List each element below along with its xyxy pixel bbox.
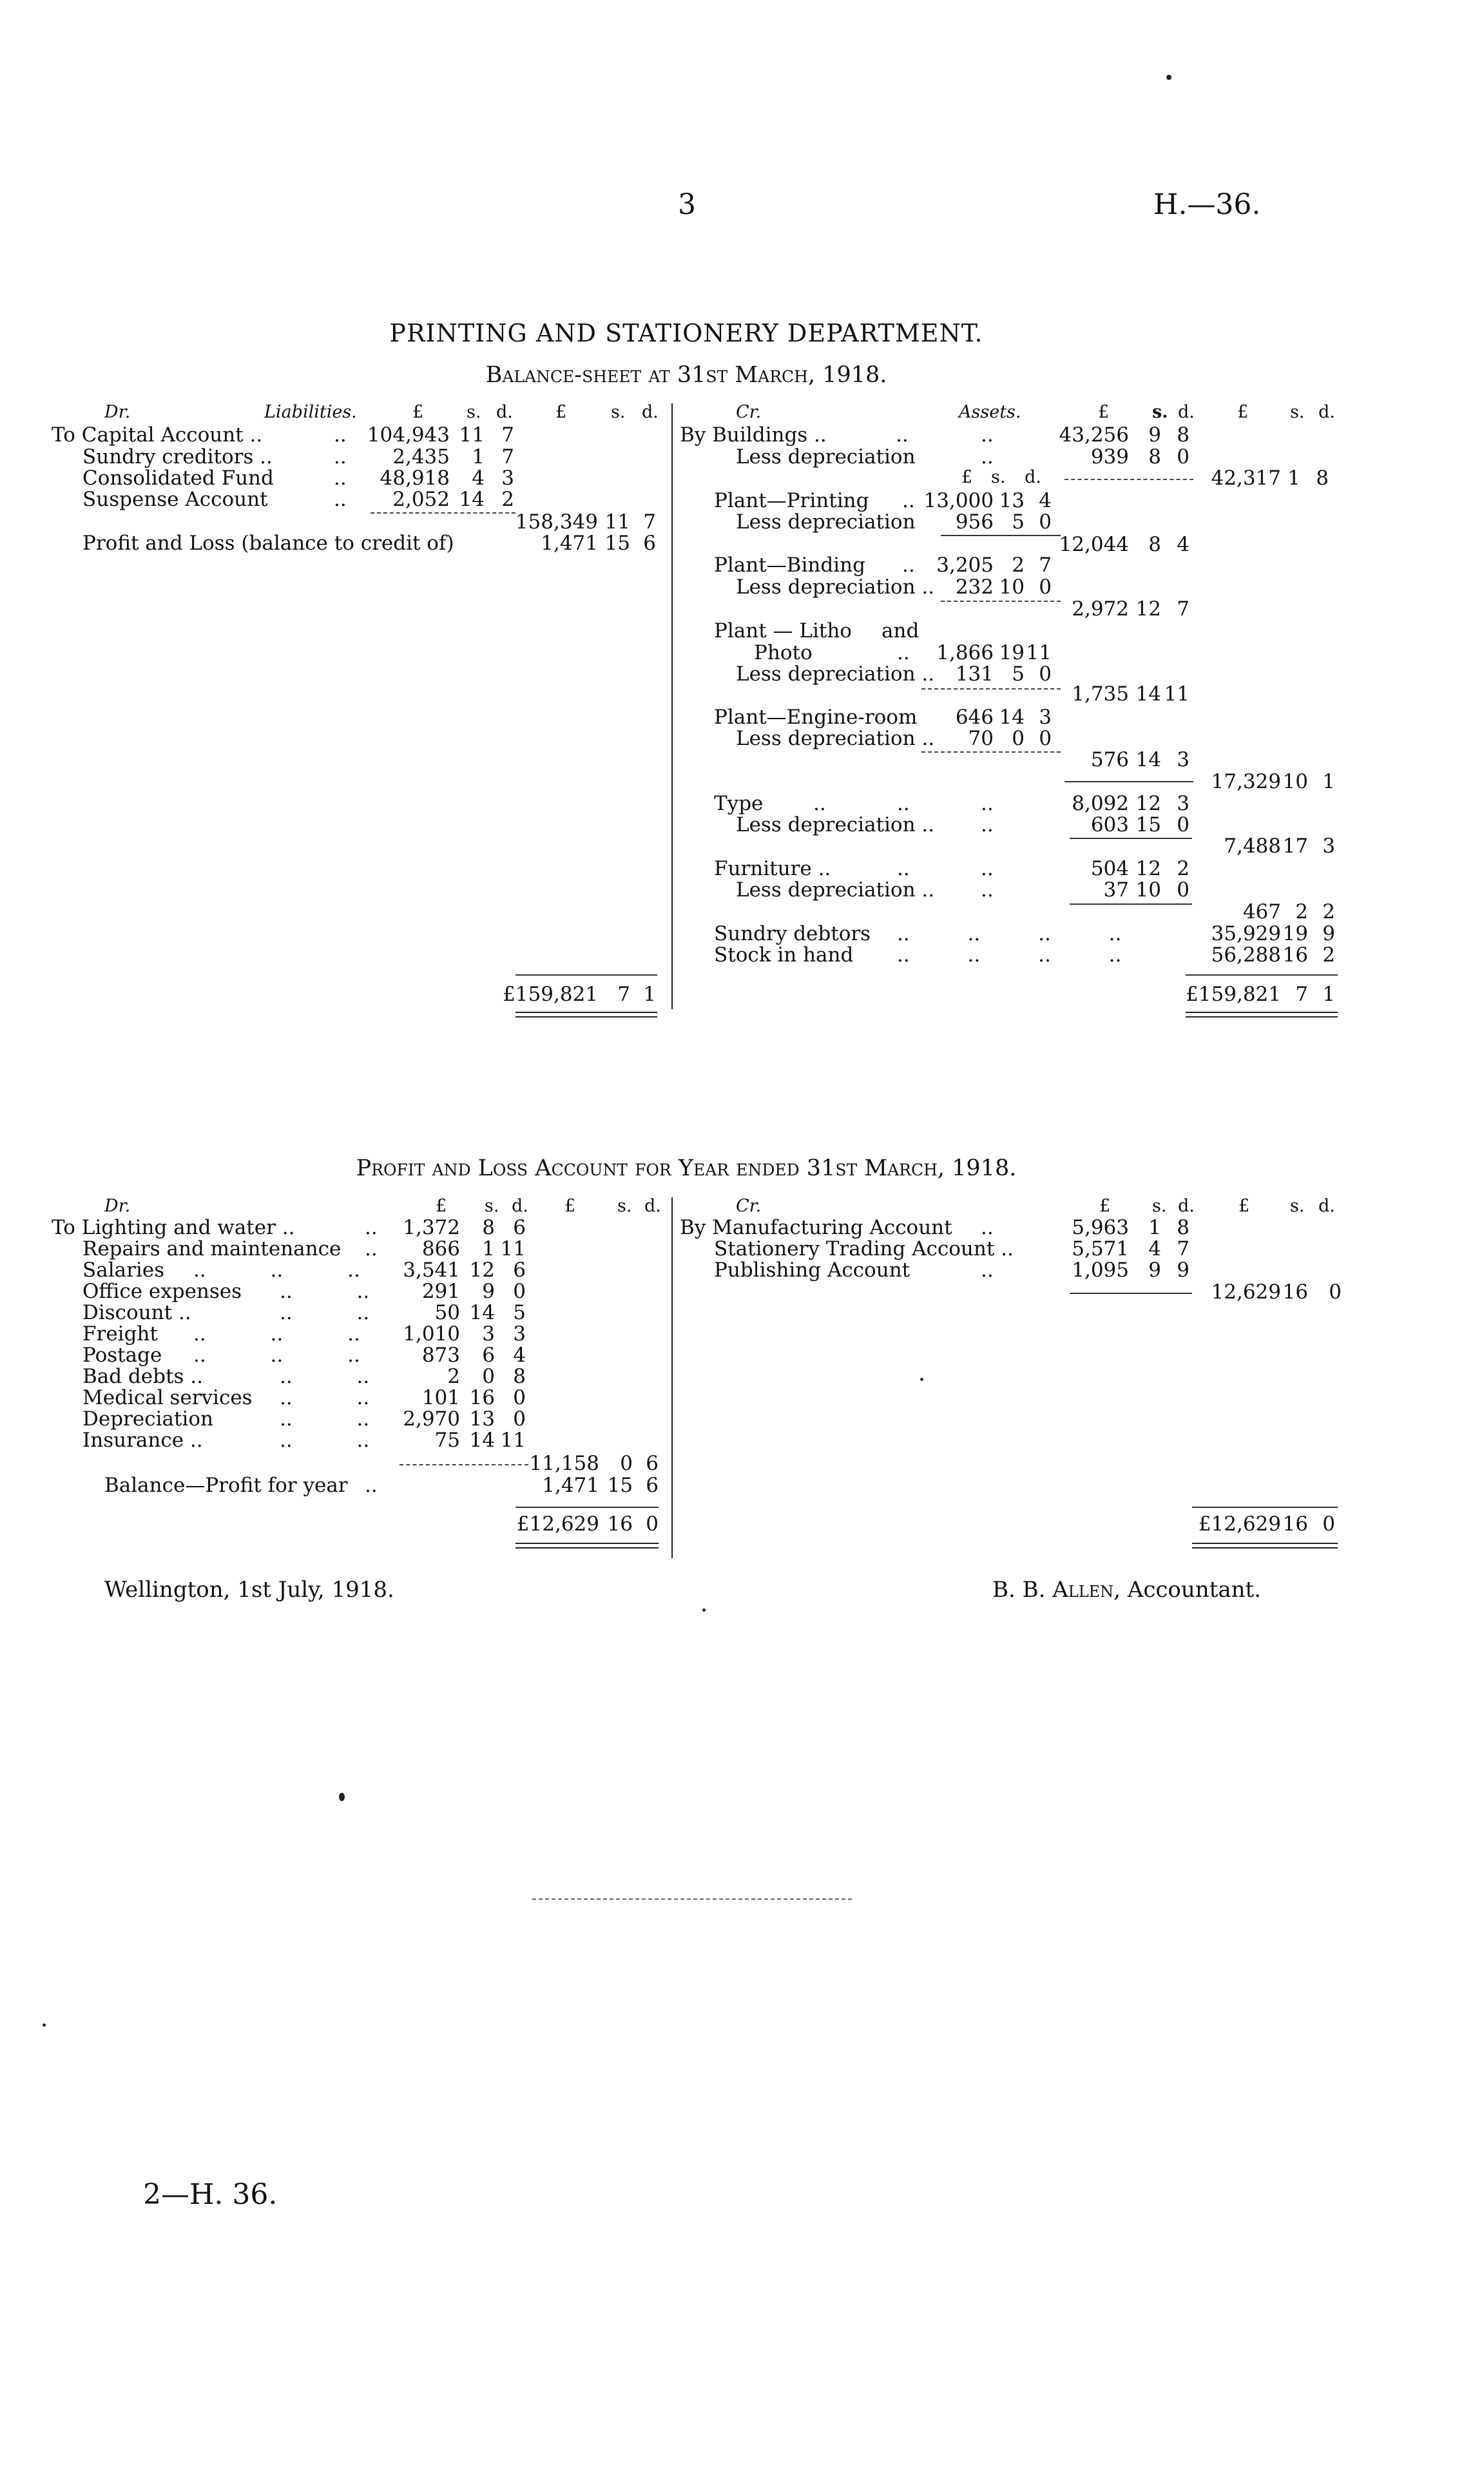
leader-dots: .. (896, 423, 909, 447)
debit-pounds: 866 (421, 1237, 460, 1260)
rule (1186, 974, 1338, 976)
leader-dots: .. .. (280, 1280, 370, 1303)
sundry-debtors-pounds: 35,929 (1211, 922, 1281, 945)
liability-s: 4 (472, 467, 485, 490)
debit-d: 8 (513, 1365, 526, 1388)
liabilities-subtotal-s: 11 (604, 510, 630, 534)
credit-pounds: 1,095 (1072, 1259, 1129, 1282)
leader-dots: .. (902, 554, 915, 577)
debit-label: Salaries (82, 1259, 165, 1282)
leader-dots: .. (365, 1237, 378, 1260)
stock-d: 2 (1322, 943, 1335, 967)
col-d-2: d. (1318, 402, 1335, 422)
credit-d: 8 (1177, 1216, 1190, 1239)
buildings-less-d: 0 (1177, 445, 1190, 468)
col-d-2: d. (642, 402, 659, 422)
leader-dots: .. .. (280, 1301, 370, 1324)
debit-d: 3 (513, 1322, 526, 1346)
plant-binding-less-pounds: 232 (955, 575, 994, 599)
debit-d: 4 (513, 1344, 526, 1367)
plant-printing-net-pounds: 12,044 (1059, 533, 1129, 556)
pl-total-right-d: 0 (1322, 1512, 1335, 1536)
furniture-d: 2 (1177, 857, 1190, 880)
debits-subtotal-pounds: 11,158 (529, 1452, 599, 1475)
col-s-2: s. (1290, 402, 1305, 422)
plant-litho-and: and (882, 619, 920, 642)
col-pound: £ (961, 467, 973, 487)
page-number: 3 (678, 188, 696, 221)
plant-litho-d: 11 (1026, 641, 1052, 664)
credit-d: 7 (1177, 1237, 1190, 1260)
sundry-debtors-d: 9 (1322, 922, 1335, 945)
credit-pounds: 5,963 (1072, 1216, 1129, 1239)
plant-binding-pounds: 3,205 (936, 554, 994, 577)
leader-dots: .. .. (280, 1386, 370, 1409)
stock-label: Stock in hand (714, 943, 854, 967)
col-d: d. (1025, 467, 1041, 487)
debit-s: 0 (482, 1365, 495, 1388)
debits-subtotal-d: 6 (646, 1452, 659, 1475)
sheet-mark: 2—H. 36. (143, 2178, 278, 2211)
debit-pounds: 50 (434, 1301, 460, 1324)
liability-label: Consolidated Fund (82, 467, 274, 490)
pl-total-right-pounds: £12,629 (1198, 1512, 1281, 1536)
furniture-less-s: 10 (1135, 878, 1161, 902)
debit-s: 3 (482, 1322, 495, 1346)
column-divider (671, 403, 673, 1009)
profit-loss-s: 15 (604, 532, 630, 555)
col-s: s. (991, 467, 1006, 487)
balance-profit-s: 15 (607, 1474, 633, 1497)
plant-engine-less-pounds: 70 (968, 727, 994, 750)
liability-s: 11 (459, 423, 485, 447)
credit-s: 1 (1148, 1216, 1161, 1239)
plant-printing-s: 13 (999, 489, 1025, 512)
balance-total-left-s: 7 (617, 983, 630, 1006)
rule (516, 1507, 659, 1508)
plant-printing-less-s: 5 (1012, 510, 1025, 534)
debit-d: 0 (513, 1386, 526, 1409)
debit-s: 14 (469, 1301, 495, 1324)
credits-subtotal-s: 16 (1282, 1280, 1308, 1304)
stock-s: 16 (1282, 943, 1308, 967)
col-d: d. (496, 402, 513, 422)
liability-label: Sundry creditors .. (82, 445, 273, 468)
balance-profit-d: 6 (646, 1474, 659, 1497)
buildings-s: 9 (1148, 423, 1161, 447)
debit-pounds: 75 (434, 1429, 460, 1452)
cr-label: Cr. (736, 1196, 762, 1216)
plant-engine-d: 3 (1039, 706, 1052, 729)
plant-litho-label-2: Photo (754, 641, 813, 664)
profit-loss-label: Profit and Loss (balance to credit of) (82, 532, 454, 555)
leader-dots: .. .. (280, 1407, 370, 1431)
plant-litho-s: 19 (999, 641, 1025, 664)
plant-printing-d: 4 (1039, 489, 1052, 512)
signatory-name: B. B. Allen (992, 1577, 1114, 1603)
leader-dots: .. (897, 857, 910, 880)
furniture-pounds: 504 (1090, 857, 1129, 880)
credit-s: 9 (1148, 1259, 1161, 1282)
buildings-net-s: 1 (1287, 467, 1300, 490)
liabilities-subtotal-pounds: 158,349 (515, 510, 598, 534)
rule (1065, 781, 1193, 782)
plant-binding-net-pounds: 2,972 (1072, 597, 1129, 621)
plant-litho-net-d: 11 (1164, 682, 1190, 706)
credit-label: Publishing Account (714, 1259, 911, 1282)
credits-subtotal-d: 0 (1329, 1280, 1342, 1304)
section-divider (532, 1898, 852, 1900)
plant-binding-less-label: Less depreciation .. (736, 575, 935, 599)
type-net-pounds: 7,488 (1224, 835, 1281, 858)
balance-total-right-s: 7 (1295, 983, 1308, 1006)
buildings-net-pounds: 42,317 (1211, 467, 1281, 490)
plant-printing-net-d: 4 (1177, 533, 1190, 556)
debit-pounds: 101 (421, 1386, 460, 1409)
double-rule (516, 1543, 659, 1549)
rule (1065, 479, 1193, 480)
balance-profit-label: Balance—Profit for year (104, 1474, 348, 1497)
credits-subtotal-pounds: 12,629 (1211, 1280, 1281, 1304)
dr-label: Dr. (104, 402, 131, 422)
rule (400, 1464, 528, 1465)
plant-litho-less-d: 0 (1039, 662, 1052, 686)
furniture-less-label: Less depreciation .. (736, 878, 935, 902)
rule (1070, 1293, 1192, 1294)
leader-dots: .. (334, 445, 347, 468)
leader-dots: .. (981, 813, 994, 836)
type-net-d: 3 (1322, 835, 1335, 858)
debit-label: Bad debts .. (82, 1365, 203, 1388)
col-pound: £ (412, 402, 424, 422)
col-pound: £ (1099, 1196, 1111, 1216)
debit-d: 0 (513, 1407, 526, 1431)
type-less-s: 15 (1135, 813, 1161, 836)
debit-s: 1 (482, 1237, 495, 1260)
liabilities-label: Liabilities. (264, 402, 357, 422)
furniture-less-d: 0 (1177, 878, 1190, 902)
dr-label: Dr. (104, 1196, 131, 1216)
debit-label: Medical services (82, 1386, 253, 1409)
sundry-debtors-s: 19 (1282, 922, 1308, 945)
ink-speck (43, 2023, 46, 2027)
leader-dots: .. (334, 467, 347, 490)
buildings-less-pounds: 939 (1090, 445, 1129, 468)
debit-label: Insurance .. (82, 1429, 203, 1452)
cr-label: Cr. (736, 402, 762, 422)
pl-total-right-s: 16 (1282, 1512, 1308, 1536)
leader-dots: .. .. .. .. (897, 943, 1122, 967)
col-pound: £ (1098, 402, 1110, 422)
col-s: s. (1152, 1196, 1167, 1216)
col-s: s. (467, 402, 481, 422)
liability-s: 14 (459, 488, 485, 511)
profit-loss-pounds: 1,471 (541, 532, 598, 555)
debit-label: Discount .. (82, 1301, 191, 1324)
col-d: d. (1178, 1196, 1195, 1216)
double-rule (1186, 1012, 1338, 1018)
furniture-label: Furniture .. (714, 857, 831, 880)
plant-engine-less-label: Less depreciation .. (736, 727, 935, 750)
plant-binding-d: 7 (1039, 554, 1052, 577)
leader-dots: .. .. (280, 1365, 370, 1388)
col-pound-2: £ (1237, 402, 1249, 422)
liability-pounds: 104,943 (367, 423, 450, 447)
plant-engine-label: Plant—Engine-room (714, 706, 918, 729)
debit-d: 6 (513, 1259, 526, 1282)
leader-dots: .. (365, 1474, 378, 1497)
debit-label: To Lighting and water .. (52, 1216, 295, 1239)
col-pound-2: £ (564, 1196, 576, 1216)
type-pounds: 8,092 (1072, 792, 1129, 815)
plant-printing-less-pounds: 956 (955, 510, 994, 534)
plant-litho-less-pounds: 131 (955, 662, 994, 686)
plant-litho-label: Plant — Litho (714, 619, 852, 642)
type-less-d: 0 (1177, 813, 1190, 836)
ink-speck (920, 1378, 923, 1381)
leader-dots: .. (981, 1259, 994, 1282)
rule (1070, 903, 1192, 905)
plant-litho-net-s: 14 (1135, 682, 1161, 706)
rule (1192, 1507, 1338, 1508)
liability-label: Suspense Account (82, 488, 268, 511)
plant-printing-net-s: 8 (1148, 533, 1161, 556)
liabilities-subtotal-d: 7 (643, 510, 656, 534)
plant-engine-pounds: 646 (955, 706, 994, 729)
col-s: s. (1152, 402, 1168, 422)
plant-litho-less-label: Less depreciation .. (736, 662, 935, 686)
col-s: s. (485, 1196, 499, 1216)
profit-loss-title: Profit and Loss Account for Year ended 31st March, 1918. (356, 1155, 1017, 1181)
col-d-2: d. (1318, 1196, 1335, 1216)
debit-pounds: 2,970 (403, 1407, 460, 1431)
leader-dots: .. (981, 878, 994, 902)
stock-pounds: 56,288 (1211, 943, 1281, 967)
type-less-label: Less depreciation .. (736, 813, 935, 836)
rule (516, 974, 657, 976)
debit-s: 6 (482, 1344, 495, 1367)
furniture-less-pounds: 37 (1103, 878, 1129, 902)
ink-speck (339, 1793, 345, 1801)
leader-dots: .. (981, 1216, 994, 1239)
leader-dots: .. .. .. (193, 1344, 360, 1367)
buildings-net-d: 8 (1316, 467, 1329, 490)
pl-total-left-s: 16 (607, 1512, 633, 1536)
plant-binding-s: 2 (1012, 554, 1025, 577)
debit-d: 5 (513, 1301, 526, 1324)
pl-total-left-d: 0 (646, 1512, 659, 1536)
debit-s: 16 (469, 1386, 495, 1409)
balance-total-left-pounds: £159,821 (503, 983, 598, 1006)
debit-label: Freight (82, 1322, 158, 1346)
leader-dots: .. (334, 488, 347, 511)
debit-d: 11 (500, 1237, 526, 1260)
debit-d: 0 (513, 1280, 526, 1303)
credit-pounds: 5,571 (1072, 1237, 1129, 1260)
type-s: 12 (1135, 792, 1161, 815)
type-label: Type (714, 792, 764, 815)
double-rule (1192, 1543, 1338, 1549)
debit-pounds: 1,010 (403, 1322, 460, 1346)
credit-label: Stationery Trading Account .. (714, 1237, 1014, 1260)
buildings-pounds: 43,256 (1059, 423, 1129, 447)
plant-binding-less-s: 10 (999, 575, 1025, 599)
debit-d: 6 (513, 1216, 526, 1239)
credit-label: By Manufacturing Account (680, 1216, 952, 1239)
debit-pounds: 3,541 (403, 1259, 460, 1282)
furniture-net-pounds: 467 (1242, 900, 1281, 923)
debit-pounds: 291 (421, 1280, 460, 1303)
col-s-2: s. (611, 402, 626, 422)
liability-pounds: 48,918 (380, 467, 450, 490)
sundry-debtors-label: Sundry debtors (714, 922, 871, 945)
col-pound-2: £ (1238, 1196, 1250, 1216)
column-divider (671, 1197, 673, 1558)
leader-dots: .. .. .. .. (897, 922, 1122, 945)
ink-speck (1166, 75, 1171, 80)
col-pound: £ (436, 1196, 447, 1216)
liability-d: 7 (501, 423, 514, 447)
plant-printing-label: Plant—Printing (714, 489, 869, 512)
buildings-d: 8 (1177, 423, 1190, 447)
plant-printing-pounds: 13,000 (923, 489, 994, 512)
buildings-label: By Buildings .. (680, 423, 827, 447)
leader-dots: .. .. (280, 1429, 370, 1452)
debit-pounds: 1,372 (403, 1216, 460, 1239)
pl-total-left-pounds: £12,629 (516, 1512, 599, 1536)
plant-printing-less-d: 0 (1039, 510, 1052, 534)
liability-d: 3 (501, 467, 514, 490)
liability-s: 1 (472, 445, 485, 468)
plant-binding-net-d: 7 (1177, 597, 1190, 621)
leader-dots: .. .. .. (193, 1322, 360, 1346)
balance-total-right-pounds: £159,821 (1186, 983, 1281, 1006)
plant-litho-pounds: 1,866 (936, 641, 994, 664)
liability-d: 2 (501, 488, 514, 511)
plant-litho-less-s: 5 (1012, 662, 1025, 686)
credit-d: 9 (1177, 1259, 1190, 1282)
furniture-net-s: 2 (1295, 900, 1308, 923)
col-s-2: s. (617, 1196, 632, 1216)
leader-dots: .. .. .. (193, 1259, 360, 1282)
credit-s: 4 (1148, 1237, 1161, 1260)
debit-label: Repairs and maintenance (82, 1237, 342, 1260)
plant-total-pounds: 17,329 (1211, 770, 1281, 793)
leader-dots: .. (897, 641, 910, 664)
plant-total-d: 1 (1322, 770, 1335, 793)
col-pound-2: £ (555, 402, 567, 422)
leader-dots: .. (902, 489, 915, 512)
leader-dots: .. (365, 1216, 378, 1239)
type-net-s: 17 (1282, 835, 1308, 858)
furniture-s: 12 (1135, 857, 1161, 880)
leader-dots: .. (981, 423, 994, 447)
balance-profit-pounds: 1,471 (542, 1474, 599, 1497)
ink-speck (702, 1608, 706, 1612)
profit-loss-d: 6 (643, 532, 656, 555)
buildings-less-s: 8 (1148, 445, 1161, 468)
furniture-net-d: 2 (1322, 900, 1335, 923)
plant-engine-s: 14 (999, 706, 1025, 729)
plant-binding-net-s: 12 (1135, 597, 1161, 621)
liability-label: To Capital Account .. (52, 423, 263, 447)
department-title: PRINTING AND STATIONERY DEPARTMENT. (389, 319, 983, 347)
plant-engine-less-s: 0 (1012, 727, 1025, 750)
col-d: d. (1178, 402, 1195, 422)
leader-dots: .. (813, 792, 826, 815)
signatory-title: , Accountant. (1113, 1577, 1261, 1603)
debit-s: 14 (469, 1429, 495, 1452)
plant-binding-label: Plant—Binding (714, 554, 865, 577)
debit-s: 13 (469, 1407, 495, 1431)
debit-label: Depreciation (82, 1407, 213, 1431)
rule (1070, 838, 1192, 839)
buildings-less-label: Less depreciation (736, 445, 916, 468)
assets-label: Assets. (959, 402, 1021, 422)
debits-subtotal-s: 0 (620, 1452, 633, 1475)
plant-total-s: 10 (1282, 770, 1308, 793)
type-less-pounds: 603 (1090, 813, 1129, 836)
leader-dots: .. (981, 445, 994, 468)
liability-pounds: 2,052 (392, 488, 450, 511)
plant-engine-net-s: 14 (1135, 748, 1161, 771)
liability-d: 7 (501, 445, 514, 468)
plant-binding-less-d: 0 (1039, 575, 1052, 599)
leader-dots: .. (897, 792, 910, 815)
leader-dots: .. (981, 792, 994, 815)
leader-dots: .. (981, 857, 994, 880)
plant-engine-net-d: 3 (1177, 748, 1190, 771)
debit-label: Postage (82, 1344, 162, 1367)
double-rule (516, 1012, 657, 1018)
debit-pounds: 873 (421, 1344, 460, 1367)
balance-total-left-d: 1 (643, 983, 656, 1006)
plant-litho-net-pounds: 1,735 (1072, 682, 1129, 706)
signature-line (992, 1579, 1261, 1601)
plant-engine-net-pounds: 576 (1090, 748, 1129, 771)
debit-s: 12 (469, 1259, 495, 1282)
debit-d: 11 (500, 1429, 526, 1452)
debit-label: Office expenses (82, 1280, 242, 1303)
col-s-2: s. (1290, 1196, 1305, 1216)
col-d: d. (512, 1196, 528, 1216)
type-d: 3 (1177, 792, 1190, 815)
debit-s: 8 (482, 1216, 495, 1239)
debit-pounds: 2 (447, 1365, 460, 1388)
liability-pounds: 2,435 (392, 445, 450, 468)
balance-total-right-d: 1 (1322, 983, 1335, 1006)
place-date: Wellington, 1st July, 1918. (104, 1577, 394, 1603)
plant-engine-less-d: 0 (1039, 727, 1052, 750)
col-d-2: d. (644, 1196, 661, 1216)
debit-s: 9 (482, 1280, 495, 1303)
plant-printing-less-label: Less depreciation (736, 510, 916, 534)
doc-reference: H.—36. (1153, 188, 1261, 221)
balance-sheet-title: Balance-sheet at 31st March, 1918. (485, 362, 887, 388)
leader-dots: .. (334, 423, 347, 447)
